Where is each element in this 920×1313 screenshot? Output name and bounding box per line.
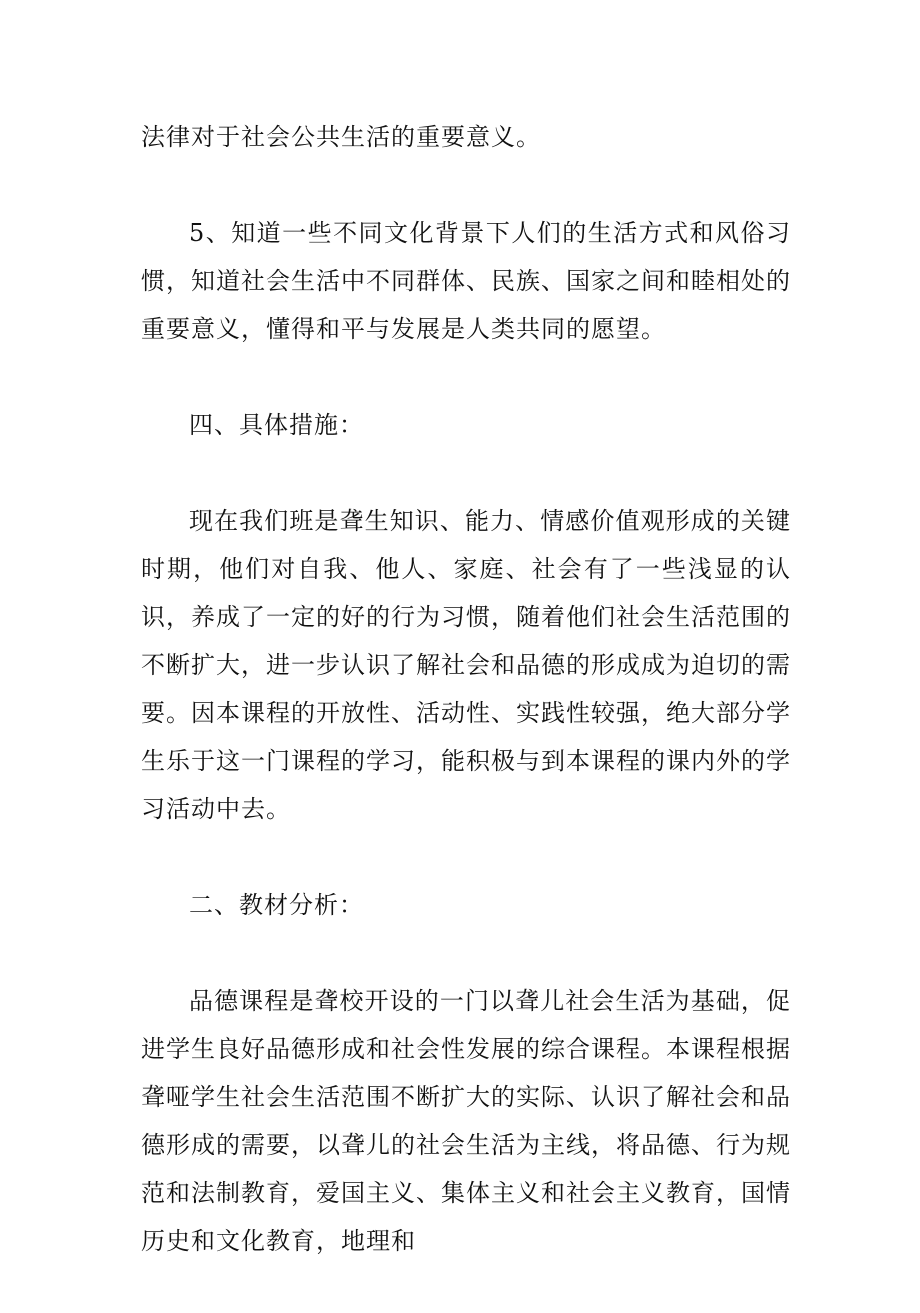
paragraph-class-situation: 现在我们班是聋生知识、能力、情感价值观形成的关键时期，他们对自我、他人、家庭、社会有了一些浅显的认识，养成了一定的好的行为习惯，随着他们社会生活范围的不断扩大，进一步认识了解社会和品德的形成成为迫切的需要。因本课程的开放性、活动性、实践性较强，绝大部分学生乐于这一门课程的学习，能积极与到本课程的课内外的学习活动中去。 — [141, 507, 791, 823]
paragraph-item-5: 5、知道一些不同文化背景下人们的生活方式和风俗习惯，知道社会生活中不同群体、民族、国家之间和睦相处的重要意义，懂得和平与发展是人类共同的愿望。 — [141, 219, 791, 343]
document-body — [141, 113, 791, 1313]
section-heading-textbook-analysis: 二、教材分析： — [189, 891, 364, 919]
section-heading-measures: 四、具体措施： — [189, 411, 364, 439]
paragraph-course-description: 品德课程是聋校开设的一门以聋儿社会生活为基础，促进学生良好品德形成和社会性发展的综合课程。本课程根据聋哑学生社会生活范围不断扩大的实际、认识了解社会和品德形成的需要，以聋儿的社会生活为主线，将品德、行为规范和法制教育，爱国主义、集体主义和社会主义教育，国情历史和文化教育，地理和 — [141, 987, 791, 1255]
paragraph-continuation: 法律对于社会公共生活的重要意义。 — [141, 123, 541, 151]
